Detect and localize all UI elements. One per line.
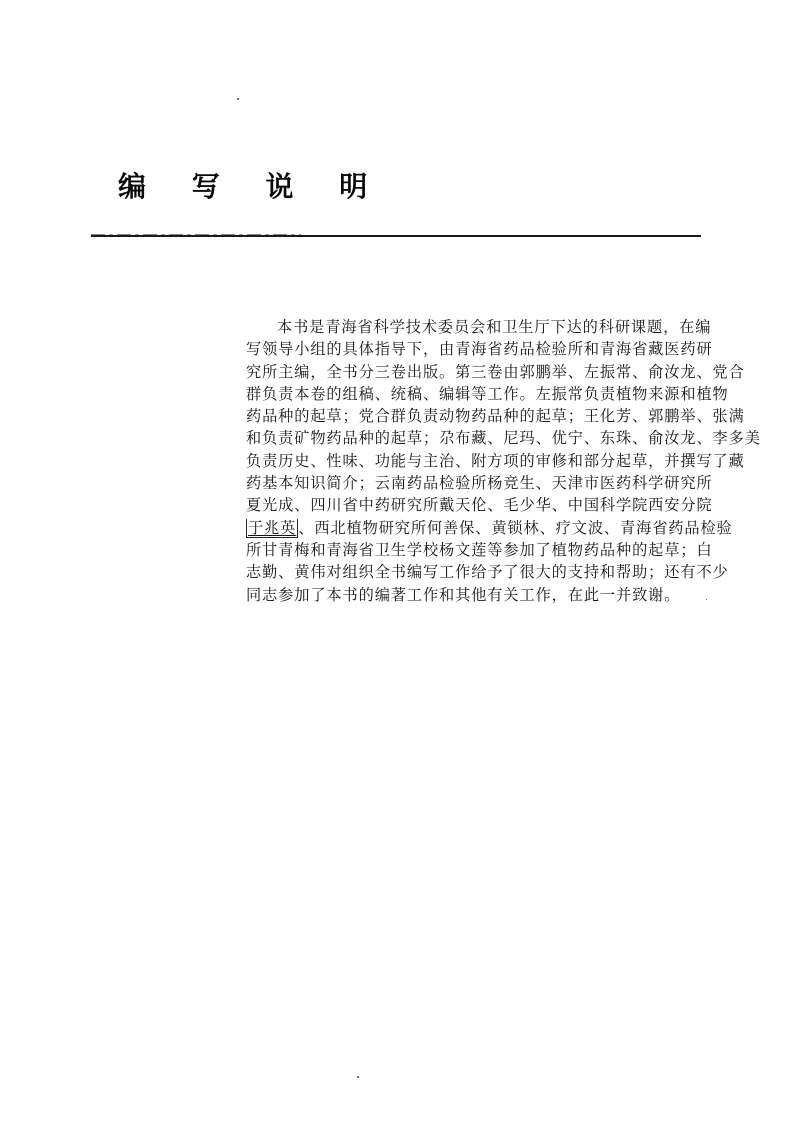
title-divider [91, 235, 701, 237]
paragraph-line: 写领导小组的具体指导下，由青海省药品检验所和青海省藏医药研 [246, 340, 713, 359]
paragraph-line-rest: 、西北植物研究所何善保、黄锁林、疗文波、青海省药品检验 [298, 518, 733, 537]
page-title: 编 写 说 明 [118, 170, 386, 203]
paragraph-line-with-boxed-name [246, 517, 733, 539]
paragraph-line: 夏光成、四川省中药研究所戴天伦、毛少华、中国科学院西安分院 [246, 496, 713, 515]
paragraph-line: 所甘青梅和青海省卫生学校杨文莲等参加了植物药品种的起草；白 [246, 540, 713, 559]
preface-paragraph [246, 316, 761, 606]
scan-speck [357, 1076, 359, 1078]
paragraph-line: 和负责矿物药品种的起草；尕布藏、尼玛、优宁、东珠、俞汝龙、李多美 [246, 429, 761, 448]
paragraph-line: 群负责本卷的组稿、统稿、编辑等工作。左振常负责植物来源和植物 [246, 384, 729, 403]
paragraph-line: 药基本知识简介；云南药品检验所杨竞生、天津市医药科学研究所 [246, 474, 713, 493]
paragraph-line: 药品种的起草；党合群负责动物药品种的起草；王化芳、郭鹏举、张满 [246, 407, 745, 426]
paragraph-line: 同志参加了本书的编著工作和其他有关工作，在此一并致谢。 [246, 585, 681, 604]
paragraph-line: 志勤、黄伟对组织全书编写工作给予了很大的支持和帮助；还有不少 [246, 563, 729, 582]
paragraph-line: 究所主编，全书分三卷出版。第三卷由郭鹏举、左振常、俞汝龙、党合 [246, 362, 745, 381]
title-divider-texture [91, 234, 301, 235]
paragraph-line: 本书是青海省科学技术委员会和卫生厅下达的科研课题，在编 [277, 318, 712, 336]
boxed-name: 于兆英 [248, 518, 297, 537]
paragraph-line: 负责历史、性味、功能与主治、附方项的审修和部分起草，并撰写了藏 [246, 451, 745, 470]
scan-speck [706, 599, 707, 600]
scan-speck [237, 98, 239, 100]
